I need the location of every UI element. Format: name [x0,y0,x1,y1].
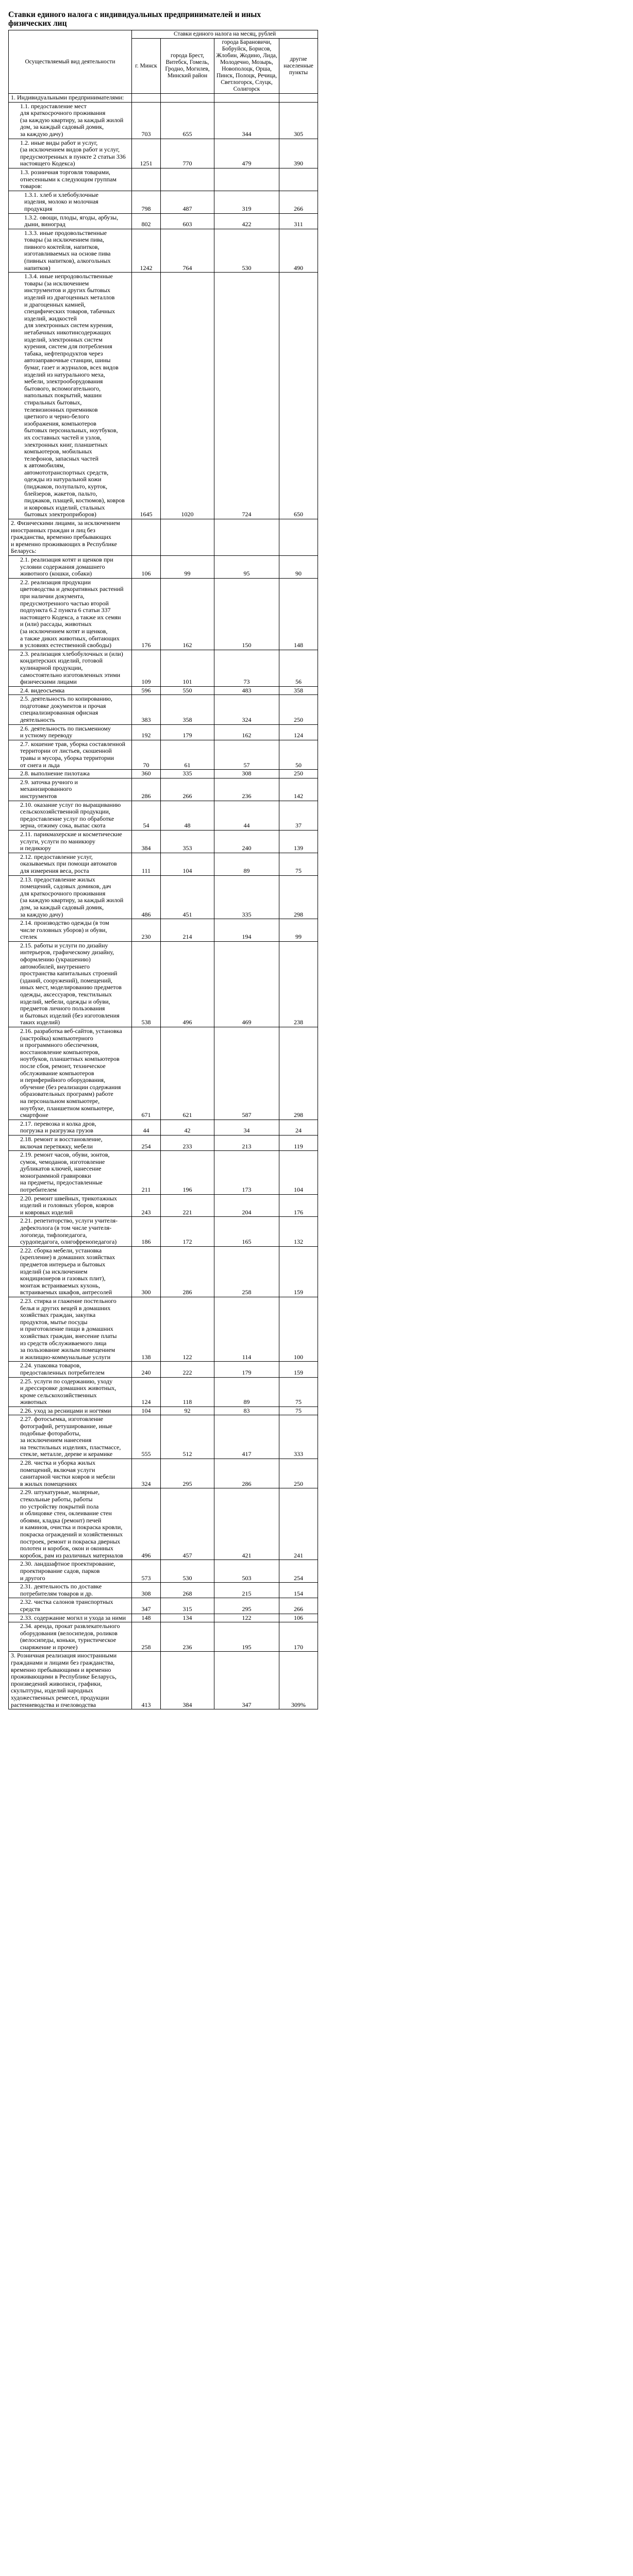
table-row [9,875,318,919]
rate-minsk: 413 [132,1652,161,1709]
row-label: 2.14. производство одежды (в том числе головных уборов) и обуви, стелек [9,919,132,942]
rate-other-settlements: 106 [279,1614,318,1622]
rate-minsk: 308 [132,1583,161,1598]
rate-district-cities: 57 [214,740,279,769]
table-row [9,941,318,1027]
row-label: 2.11. парикмахерские и косметические услуги, услуги по маникюру и педикюру [9,830,132,853]
rate-regional-cities: 179 [161,724,214,740]
table-row [9,801,318,830]
rate-minsk: 486 [132,875,161,919]
header-regional-cities: города Брест, Витебск, Гомель, Гродно, Могилев, Минский район [161,39,214,94]
rate-minsk: 798 [132,191,161,213]
rate-minsk: 70 [132,740,161,769]
rate-regional-cities: 104 [161,853,214,875]
rate-other-settlements: 298 [279,1027,318,1120]
rate-other-settlements: 50 [279,740,318,769]
header-other-settlements: другие населенные пункты [279,39,318,94]
row-label: 2.17. перевозка и колка дров, погрузка и разгрузка грузов [9,1120,132,1135]
rate-minsk: 186 [132,1217,161,1246]
rate-regional-cities: 233 [161,1135,214,1150]
table-row [9,168,318,191]
rate-regional-cities: 295 [161,1459,214,1488]
row-label: 2.33. содержание могил и ухода за ними [9,1614,132,1622]
rate-regional-cities: 315 [161,1598,214,1614]
table-row [9,1415,318,1459]
table-row [9,273,318,519]
table-row [9,1217,318,1246]
rate-other-settlements: 176 [279,1194,318,1217]
rate-minsk: 383 [132,695,161,724]
row-label: 1.3.4. иные непродовольственные товары (за исключением инструментов и других бытовых изделий из драгоценных металлов и драгоценных камней, специфических товаров, табачных изделий, жидкостей для электронных систем курения, нетабачных никотинсодержащих изделий, электронных систем курения, систем для потребления табака, нефтепродуктов через автозаправочные станции, шины бумаг, газет и журналов, всех видов изделий из натурального меха, мебели, электрооборудования бытового, вспомогательного, напольных покрытий, машин стиральных бытовых, телевизионных приемников цветного и черно-белого изображения, компьютеров бытовых персональных, ноутбуков, их составных частей и узлов, электронных книг, планшетных компьютеров, мобильных телефонов, запасных частей к автомобилям, автомототранспортных средств, одежды из натуральной кожи (пиджаков, полупальто, курток, блейзеров, жакетов, пальто, пиджаков, плащей, костюмов), ковров и ковровых изделий, стальных бытовых электроприборов) [9,273,132,519]
rate-other-settlements: 75 [279,1406,318,1415]
rate-minsk: 671 [132,1027,161,1120]
table-row [9,578,318,650]
header-activity: Осуществляемый вид деятельности [9,30,132,94]
rate-district-cities: 83 [214,1406,279,1415]
row-label: 2.25. услуги по содержанию, уходу и дрессировке домашних животных, кроме сельскохозяйственных животных [9,1377,132,1406]
rate-minsk: 243 [132,1194,161,1217]
rate-minsk: 148 [132,1614,161,1622]
table-body [9,94,318,1709]
row-label: 2.7. кошение трав, уборка составленной территории от листьев, скошенной травы и мусора, уборка территории от снега и льда [9,740,132,769]
row-label: 2.2. реализация продукции цветоводства и декоративных растений при наличии документа, предусмотренного частью второй подпункта 6.2 пункта 6 статьи 337 настоящего Кодекса, а также их семян и (или) рассады, животных (за исключением котят и щенков, а также диких животных, обитающих в условиях естественной свободы) [9,578,132,650]
rate-district-cities: 295 [214,1598,279,1614]
rate-district-cities: 469 [214,941,279,1027]
row-label: 2.10. оказание услуг по выращиванию сельскохозяйственной продукции, предоставление услуг по обработке зерна, отжиму сока, выпас скота [9,801,132,830]
rate-other-settlements: 159 [279,1246,318,1297]
rate-minsk: 192 [132,724,161,740]
rate-other-settlements [279,519,318,556]
rate-minsk: 703 [132,102,161,139]
rate-other-settlements: 266 [279,1598,318,1614]
rate-other-settlements: 311 [279,213,318,229]
row-label: 1.3.3. иные продовольственные товары (за исключением пива, пивного коктейля, напитков, изготавливаемых на основе пива (пивных напитков), алкогольных напитков) [9,229,132,273]
rate-regional-cities: 214 [161,919,214,942]
rate-minsk: 106 [132,556,161,579]
table-row [9,1598,318,1614]
row-label: 1.2. иные виды работ и услуг, (за исключением видов работ и услуг, предусмотренных в пункте 2 статьи 336 настоящего Кодекса) [9,139,132,168]
document-title: Ставки единого налога с индивидуальных предпринимателей и иных физических лиц [8,10,261,28]
table-row [9,1151,318,1195]
table-row [9,519,318,556]
rate-regional-cities: 222 [161,1362,214,1377]
row-label: 2.31. деятельность по доставке потребителям товаров и др. [9,1583,132,1598]
rate-other-settlements: 390 [279,139,318,168]
rate-regional-cities: 134 [161,1614,214,1622]
table-row [9,830,318,853]
rate-regional-cities: 487 [161,191,214,213]
row-label: 2.13. предоставление жилых помещений, садовых домиков, дач для краткосрочного проживания (за каждую квартиру, за каждый жилой дом, за каждый садовый домик, за каждую дачу) [9,875,132,919]
tax-rates-table [8,30,318,1709]
rate-other-settlements: 490 [279,229,318,273]
rate-regional-cities: 236 [161,1622,214,1652]
rate-regional-cities: 268 [161,1583,214,1598]
rate-district-cities: 179 [214,1362,279,1377]
table-row [9,770,318,778]
rate-other-settlements: 333 [279,1415,318,1459]
rate-regional-cities: 61 [161,740,214,769]
table-row [9,1377,318,1406]
rate-regional-cities: 764 [161,229,214,273]
table-row [9,740,318,769]
table-row [9,1488,318,1560]
row-label: 2. Физическими лицами, за исключением иностранных граждан и лиц без гражданства, временно пребывающих и временно проживающих в Республике Беларусь: [9,519,132,556]
rate-other-settlements: 358 [279,686,318,695]
rate-regional-cities: 118 [161,1377,214,1406]
rate-regional-cities: 451 [161,875,214,919]
rate-other-settlements: 309% [279,1652,318,1709]
rate-district-cities: 344 [214,102,279,139]
table-row [9,229,318,273]
rate-district-cities: 422 [214,213,279,229]
rate-minsk: 54 [132,801,161,830]
rate-other-settlements: 241 [279,1488,318,1560]
rate-minsk: 1242 [132,229,161,273]
table-row [9,102,318,139]
table-row [9,650,318,686]
rate-minsk: 360 [132,770,161,778]
table-row [9,191,318,213]
row-label: 2.22. сборка мебели, установка (крепление) в домашних хозяйствах предметов интерьера и бытовых изделий (за исключением кондиционеров и газовых плит), монтаж встраиваемых кухонь, встраиваемых шкафов, антресолей [9,1246,132,1297]
rate-other-settlements: 250 [279,1459,318,1488]
rate-minsk [132,94,161,103]
rate-regional-cities: 99 [161,556,214,579]
rate-regional-cities [161,94,214,103]
header-minsk: г. Минск [132,39,161,94]
rate-regional-cities: 358 [161,695,214,724]
rate-minsk: 802 [132,213,161,229]
rate-district-cities: 240 [214,830,279,853]
table-row [9,1297,318,1361]
table-row [9,1406,318,1415]
row-label: 1.3.2. овощи, плоды, ягоды, арбузы, дыни, виноград [9,213,132,229]
row-label: 2.3. реализация хлебобулочных и (или) кондитерских изделий, готовой кулинарной продукции, самостоятельно изготовленных этими физическими лицами [9,650,132,686]
rate-other-settlements: 266 [279,191,318,213]
rate-district-cities [214,94,279,103]
rate-regional-cities: 196 [161,1151,214,1195]
table-row [9,1362,318,1377]
document-page [8,10,318,1709]
row-label: 2.29. штукатурные, малярные, стекольные работы, работы по устройству покрытий пола и облицовке стен, оклеивание стен обоями, кладка (ремонт) печей и каминов, очистка и покраска кровли, покраска ограждений и хозяйственных построек, ремонт и покраска дверных полотен и коробок, окон и оконных коробок, рам из различных материалов [9,1488,132,1560]
rate-district-cities: 122 [214,1614,279,1622]
rate-regional-cities: 621 [161,1027,214,1120]
table-row [9,1027,318,1120]
rate-minsk: 286 [132,778,161,801]
table-row [9,1622,318,1652]
rate-minsk: 111 [132,853,161,875]
table-row [9,139,318,168]
rate-minsk: 254 [132,1135,161,1150]
rate-district-cities: 150 [214,578,279,650]
rate-other-settlements [279,168,318,191]
rate-district-cities: 347 [214,1652,279,1709]
rate-district-cities: 587 [214,1027,279,1120]
rate-minsk: 258 [132,1622,161,1652]
rate-regional-cities: 603 [161,213,214,229]
rate-district-cities: 73 [214,650,279,686]
rate-regional-cities: 530 [161,1560,214,1583]
rate-minsk: 44 [132,1120,161,1135]
table-row [9,1614,318,1622]
rate-other-settlements: 24 [279,1120,318,1135]
rate-regional-cities: 42 [161,1120,214,1135]
rate-other-settlements: 238 [279,941,318,1027]
rate-district-cities: 483 [214,686,279,695]
rate-other-settlements: 37 [279,801,318,830]
rate-regional-cities: 92 [161,1406,214,1415]
rate-minsk: 555 [132,1415,161,1459]
row-label: 2.9. заточка ручного и механизированного инструментов [9,778,132,801]
rate-other-settlements: 305 [279,102,318,139]
table-row [9,556,318,579]
rate-minsk: 230 [132,919,161,942]
rate-district-cities: 162 [214,724,279,740]
table-row [9,1120,318,1135]
row-label: 2.27. фотосъемка, изготовление фотографий, ретуширование, иные подобные фотоработы, за исключением нанесения на текстильных изделиях, пластмассе, стекле, металле, дереве и керамике [9,1415,132,1459]
rate-other-settlements [279,94,318,103]
row-label: 3. Розничная реализация иностранными гражданами и лицами без гражданства, временно пребывающими и временно проживающими в Республике Беларусь, произведений живописи, графики, скульптуры, изделий народных художественных ремесел, продукции растениеводства и пчеловодства [9,1652,132,1709]
rate-regional-cities: 266 [161,778,214,801]
rate-minsk: 138 [132,1297,161,1361]
rate-regional-cities: 770 [161,139,214,168]
rate-regional-cities: 457 [161,1488,214,1560]
rate-other-settlements: 100 [279,1297,318,1361]
rate-regional-cities: 335 [161,770,214,778]
rate-minsk: 124 [132,1377,161,1406]
row-label: 1.1. предоставление мест для краткосрочного проживания (за каждую квартиру, за каждый жилой дом, за каждый садовый домик, за каждую дачу) [9,102,132,139]
rate-regional-cities: 655 [161,102,214,139]
rate-regional-cities: 101 [161,650,214,686]
rate-other-settlements: 132 [279,1217,318,1246]
row-label: 2.19. ремонт часов, обуви, зонтов, сумок, чемоданов, изготовление дубликатов ключей, нанесение монограммной гравировки на предметы, предоставленные потребителем [9,1151,132,1195]
rate-district-cities: 195 [214,1622,279,1652]
rate-minsk: 300 [132,1246,161,1297]
rate-minsk: 109 [132,650,161,686]
rate-district-cities: 213 [214,1135,279,1150]
rate-district-cities: 479 [214,139,279,168]
row-label: 2.23. стирка и глажение постельного белья и других вещей в домашних хозяйствах граждан, закупка продуктов, мытье посуды и приготовление пищи в домашних хозяйствах граждан, внесение платы из средств обслуживаемого лица за пользование жилым помещением и жилищно-коммунальные услуги [9,1297,132,1361]
rate-other-settlements: 139 [279,830,318,853]
rate-district-cities: 324 [214,695,279,724]
table-row [9,778,318,801]
row-label: 2.5. деятельность по копированию, подготовке документов и прочая специализированная офисная деятельность [9,695,132,724]
rate-regional-cities: 512 [161,1415,214,1459]
rate-regional-cities: 550 [161,686,214,695]
rate-district-cities: 114 [214,1297,279,1361]
rate-minsk: 240 [132,1362,161,1377]
rate-district-cities: 286 [214,1459,279,1488]
rate-other-settlements: 90 [279,556,318,579]
rate-other-settlements: 124 [279,724,318,740]
rate-district-cities: 724 [214,273,279,519]
table-row [9,213,318,229]
row-label: 2.6. деятельность по письменному и устному переводу [9,724,132,740]
rate-district-cities: 44 [214,801,279,830]
rate-minsk: 384 [132,830,161,853]
rate-district-cities: 165 [214,1217,279,1246]
rate-minsk: 496 [132,1488,161,1560]
row-label: 2.16. разработка веб-сайтов, установка (настройка) компьютерного и программного обеспечения, восстановление компьютеров, ноутбуков, планшетных компьютеров после сбоя, ремонт, техническое обслуживание компьютеров и периферийного оборудования, обучение (без реализации содержания образовательных программ) работе на персональном компьютере, ноутбуке, планшетном компьютере, смартфоне [9,1027,132,1120]
table-row [9,919,318,942]
rate-district-cities [214,519,279,556]
table-header [9,30,318,94]
rate-district-cities: 421 [214,1488,279,1560]
row-label: 2.24. упаковка товаров, предоставленных потребителем [9,1362,132,1377]
table-row [9,1135,318,1150]
rate-district-cities: 173 [214,1151,279,1195]
table-row [9,1652,318,1709]
rate-other-settlements: 254 [279,1560,318,1583]
rate-district-cities: 335 [214,875,279,919]
row-label: 2.12. предоставление услуг, оказываемых при помощи автоматов для измерения веса, роста [9,853,132,875]
rate-minsk: 347 [132,1598,161,1614]
rate-district-cities [214,168,279,191]
rate-minsk [132,168,161,191]
rate-regional-cities: 221 [161,1194,214,1217]
rate-minsk: 1645 [132,273,161,519]
rate-district-cities: 530 [214,229,279,273]
row-label: 2.30. ландшафтное проектирование, проектирование садов, парков и другого [9,1560,132,1583]
rate-regional-cities [161,519,214,556]
rate-district-cities: 503 [214,1560,279,1583]
row-label: 2.18. ремонт и восстановление, включая перетяжку, мебели [9,1135,132,1150]
rate-regional-cities: 162 [161,578,214,650]
rate-minsk: 596 [132,686,161,695]
table-row [9,695,318,724]
table-row [9,724,318,740]
rate-regional-cities: 286 [161,1246,214,1297]
rate-other-settlements: 142 [279,778,318,801]
rate-district-cities: 34 [214,1120,279,1135]
rate-other-settlements: 75 [279,1377,318,1406]
rate-district-cities: 95 [214,556,279,579]
rate-other-settlements: 119 [279,1135,318,1150]
rate-other-settlements: 250 [279,695,318,724]
rate-other-settlements: 298 [279,875,318,919]
row-label: 1. Индивидуальными предпринимателями: [9,94,132,103]
header-rates-caption: Ставки единого налога на месяц, рублей [132,30,318,39]
table-row [9,1246,318,1297]
rate-district-cities: 204 [214,1194,279,1217]
rate-other-settlements: 159 [279,1362,318,1377]
rate-minsk: 538 [132,941,161,1027]
table-row [9,1459,318,1488]
row-label: 2.15. работы и услуги по дизайну интерьеров, графическому дизайну, оформлению (украшению) автомобилей, внутреннего пространства капитальных строений (зданий, сооружений), помещений, иных мест, моделированию предметов одежды, аксессуаров, текстильных изделий, мебели, одежды и обуви, предметов личного пользования и бытовых изделий (без изготовления таких изделий) [9,941,132,1027]
rate-district-cities: 89 [214,1377,279,1406]
rate-district-cities: 417 [214,1415,279,1459]
rate-regional-cities: 1020 [161,273,214,519]
row-label: 1.3. розничная торговля товарами, отнесенными к следующим группам товаров: [9,168,132,191]
row-label: 2.32. чистка салонов транспортных средств [9,1598,132,1614]
table-row [9,1560,318,1583]
row-label: 2.1. реализация котят и щенков при условии содержания домашнего животного (кошки, собаки) [9,556,132,579]
rate-regional-cities: 172 [161,1217,214,1246]
rate-other-settlements: 250 [279,770,318,778]
rate-regional-cities: 48 [161,801,214,830]
row-label: 2.4. видеосъемка [9,686,132,695]
rate-minsk: 104 [132,1406,161,1415]
rate-other-settlements: 650 [279,273,318,519]
rate-regional-cities: 496 [161,941,214,1027]
rate-other-settlements: 104 [279,1151,318,1195]
rate-district-cities: 236 [214,778,279,801]
rate-minsk [132,519,161,556]
rate-regional-cities: 353 [161,830,214,853]
rate-minsk: 1251 [132,139,161,168]
row-label: 2.21. репетиторство, услуги учителя- дефектолога (в том числе учителя- логопеда, тифлопедагога, сурдопедагога, олигофренопедагога) [9,1217,132,1246]
rate-district-cities: 89 [214,853,279,875]
rate-other-settlements: 75 [279,853,318,875]
table-row [9,94,318,103]
rate-regional-cities: 122 [161,1297,214,1361]
table-row [9,686,318,695]
row-label: 2.28. чистка и уборка жилых помещений, включая услуги санитарной чистки ковров и мебели в жилых помещениях [9,1459,132,1488]
rate-other-settlements: 148 [279,578,318,650]
rate-district-cities: 319 [214,191,279,213]
rate-district-cities: 308 [214,770,279,778]
rate-regional-cities: 384 [161,1652,214,1709]
row-label: 2.34. аренда, прокат развлекательного оборудования (велосипедов, роликов (велосипеды, коньки, туристическое снаряжение и прочее) [9,1622,132,1652]
rate-other-settlements: 154 [279,1583,318,1598]
table-row [9,1194,318,1217]
row-label: 2.8. выполнение пилотажа [9,770,132,778]
rate-minsk: 324 [132,1459,161,1488]
rate-minsk: 211 [132,1151,161,1195]
table-row [9,1583,318,1598]
header-district-cities: города Барановичи, Бобруйск, Борисов, Жлобин, Жодино, Лида, Молодечно, Мозырь, Новополоцк, Орша, Пинск, Полоцк, Речица, Светлогорск, Слуцк, Солигорск [214,39,279,94]
rate-district-cities: 194 [214,919,279,942]
rate-other-settlements: 56 [279,650,318,686]
rate-other-settlements: 170 [279,1622,318,1652]
row-label: 2.20. ремонт швейных, трикотажных изделий и головных уборов, ковров и ковровых изделий [9,1194,132,1217]
rate-minsk: 176 [132,578,161,650]
rate-district-cities: 215 [214,1583,279,1598]
rate-other-settlements: 99 [279,919,318,942]
table-row [9,853,318,875]
row-label: 2.26. уход за ресницами и ногтями [9,1406,132,1415]
rate-district-cities: 258 [214,1246,279,1297]
row-label: 1.3.1. хлеб и хлебобулочные изделия, молоко и молочная продукция [9,191,132,213]
rate-regional-cities [161,168,214,191]
rate-minsk: 573 [132,1560,161,1583]
